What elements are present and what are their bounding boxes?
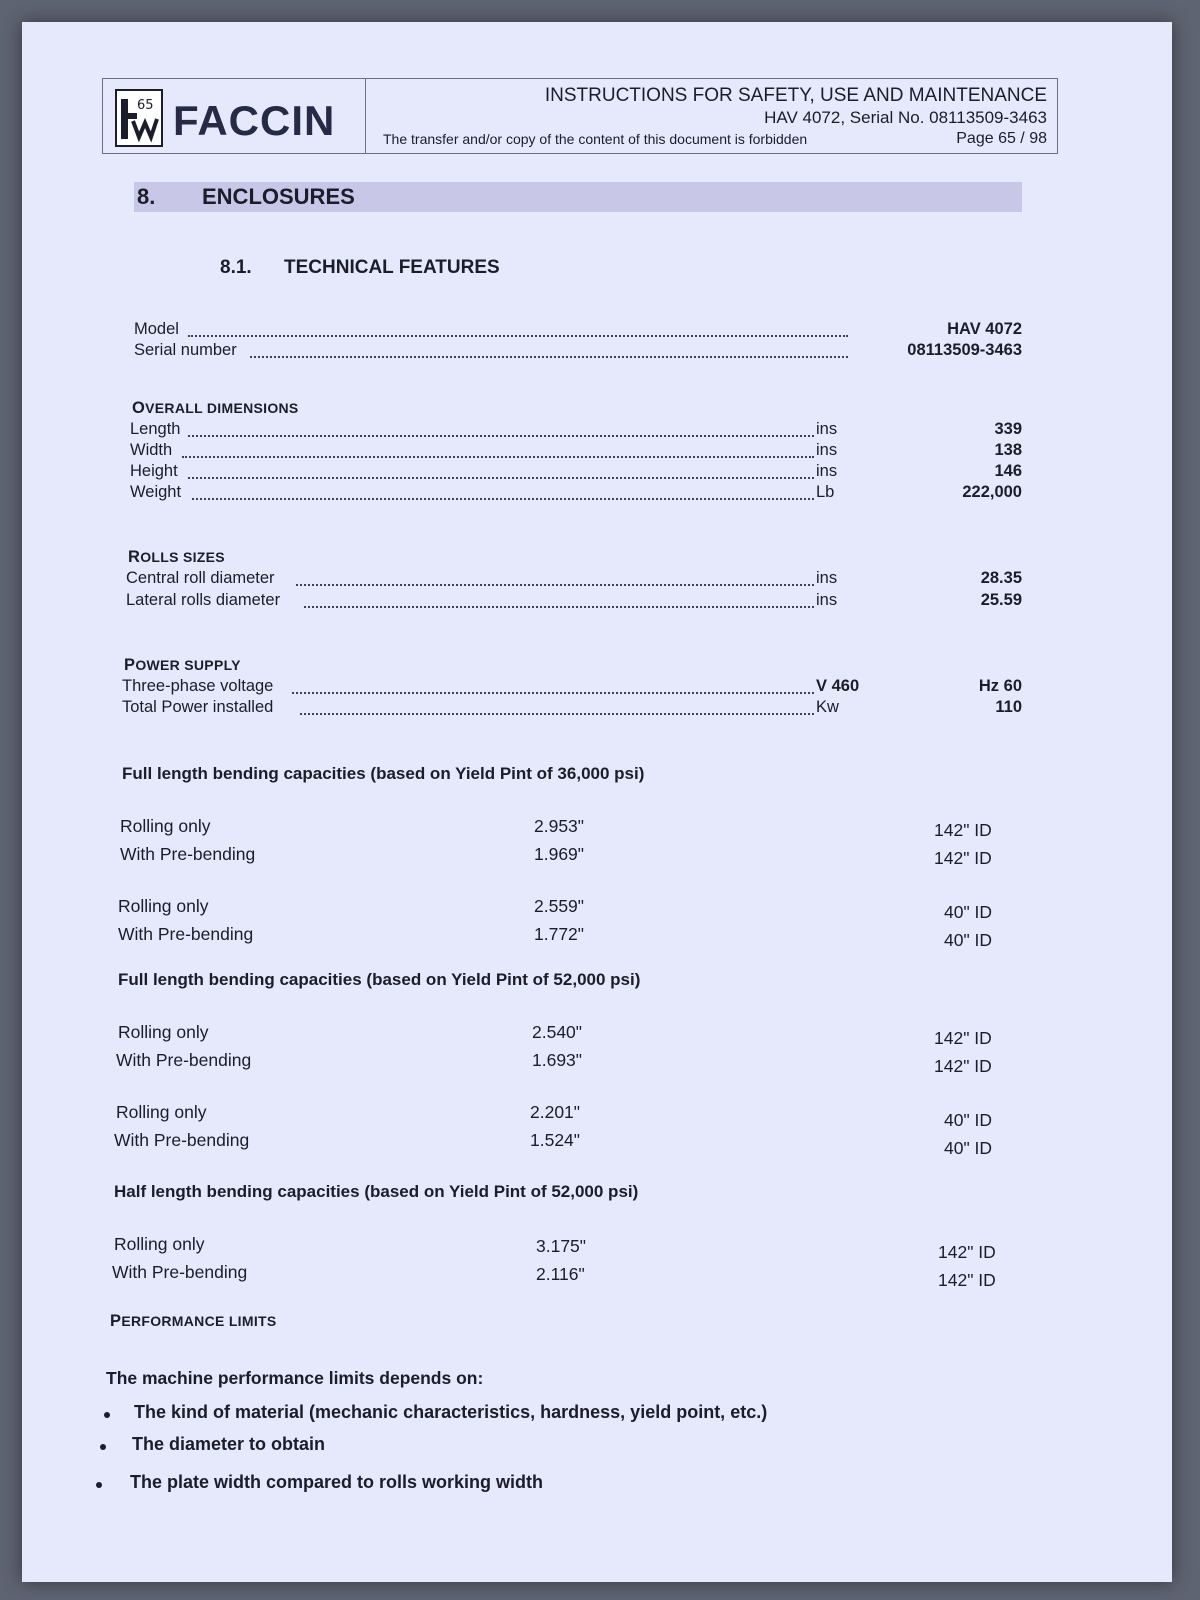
model-row [134, 320, 1022, 341]
subsection-title: TECHNICAL FEATURES [284, 257, 500, 278]
capacity-thickness: 2.201" [530, 1102, 581, 1122]
dimension-value: 146 [994, 462, 1022, 480]
capacity-thickness: 2.559" [534, 896, 585, 916]
dimension-label: Weight [130, 483, 182, 501]
dimension-unit: ins [816, 420, 838, 438]
dotted-leader [188, 477, 814, 479]
dimension-label: Height [130, 462, 178, 480]
power-value: 110 [995, 698, 1022, 716]
serial-line: HAV 4072, Serial No. 08113509-3463 [764, 108, 1047, 127]
dimension-unit: ins [816, 462, 838, 480]
roll-value: 25.59 [980, 591, 1022, 609]
serial-value: 08113509-3463 [907, 341, 1022, 359]
capacities-heading-1: Full length bending capacities (based on Yield Pint of 36,000 psi) [122, 764, 645, 783]
performance-bullet: The diameter to obtain [132, 1434, 326, 1454]
dotted-leader [192, 498, 814, 500]
voltage-value: V 460 [816, 677, 860, 695]
capacity-diameter: 142" ID [934, 820, 992, 840]
capacity-label: Rolling only [120, 816, 211, 836]
dimension-label: Width [130, 441, 173, 459]
dimension-row-weight [130, 483, 1022, 504]
dotted-leader [188, 435, 814, 437]
section-number: 8. [137, 184, 156, 209]
capacities-heading-3: Half length bending capacities (based on Yield Pint of 52,000 psi) [114, 1182, 639, 1201]
power-supply-heading: POWER SUPPLY [124, 656, 241, 674]
copy-notice: The transfer and/or copy of the content of this document is forbidden [383, 131, 808, 147]
dotted-leader [182, 456, 814, 458]
power-row-total [122, 698, 1022, 719]
capacity-thickness: 2.116" [536, 1264, 585, 1284]
bullet-dot-icon [104, 1412, 110, 1418]
serial-label: Serial number [134, 341, 237, 359]
dimension-label: Length [130, 420, 181, 438]
document-page [22, 22, 1172, 1582]
capacity-label: With Pre-bending [114, 1130, 250, 1150]
capacity-diameter: 142" ID [934, 848, 992, 868]
dimension-value: 138 [994, 441, 1022, 459]
performance-limits-heading: PERFORMANCE LIMITS [110, 1312, 277, 1330]
dimension-row-width [130, 441, 1022, 462]
serial-row [134, 341, 1022, 362]
capacity-label: With Pre-bending [112, 1262, 248, 1282]
capacity-diameter: 40" ID [944, 1138, 993, 1158]
rolls-sizes-heading: ROLLS SIZES [128, 548, 225, 566]
page-number: Page 65 / 98 [956, 130, 1047, 147]
performance-intro: The machine performance limits depends on: [106, 1368, 484, 1388]
capacity-thickness: 1.693" [532, 1050, 583, 1070]
performance-bullet: The plate width compared to rolls working width [130, 1472, 544, 1492]
power-label: Total Power installed [122, 698, 274, 716]
svg-text:65: 65 [137, 98, 154, 113]
dimension-value: 339 [994, 420, 1022, 438]
dimension-row-length [130, 420, 1022, 441]
faccin-logo-icon [115, 89, 163, 147]
capacity-diameter: 142" ID [934, 1056, 992, 1076]
power-label: Three-phase voltage [122, 677, 274, 695]
power-unit: Kw [816, 698, 839, 716]
dimension-unit: ins [816, 441, 838, 459]
roll-unit: ins [816, 591, 838, 609]
capacity-thickness: 3.175" [536, 1236, 587, 1256]
capacity-diameter: 40" ID [944, 1110, 993, 1130]
capacities-heading-2: Full length bending capacities (based on Yield Pint of 52,000 psi) [118, 970, 641, 989]
roll-label: Lateral rolls diameter [126, 591, 281, 609]
roll-row-lateral [126, 591, 1022, 612]
logo-block [103, 79, 366, 153]
capacity-label: With Pre-bending [116, 1050, 252, 1070]
model-value: HAV 4072 [947, 320, 1022, 338]
capacity-diameter: 40" ID [944, 930, 993, 950]
dimension-value: 222,000 [962, 483, 1022, 501]
dimension-unit: Lb [816, 483, 835, 501]
dotted-leader [188, 335, 848, 337]
document-header [102, 78, 1058, 154]
capacity-diameter: 142" ID [938, 1242, 996, 1262]
capacity-diameter: 142" ID [938, 1270, 996, 1290]
dotted-leader [292, 692, 814, 694]
capacity-diameter: 40" ID [944, 902, 993, 922]
capacity-thickness: 2.953" [534, 816, 585, 836]
roll-row-central [126, 569, 1022, 590]
capacity-thickness: 1.969" [534, 844, 585, 864]
dotted-leader [296, 584, 814, 586]
roll-value: 28.35 [980, 569, 1022, 587]
capacity-label: Rolling only [118, 896, 209, 916]
performance-bullet: The kind of material (mechanic characteristics, hardness, yield point, etc.) [134, 1402, 768, 1422]
bullet-dot-icon [96, 1482, 102, 1488]
power-row-voltage [122, 677, 1022, 698]
logo-wordmark: FACCIN [173, 97, 336, 144]
capacity-label: Rolling only [116, 1102, 207, 1122]
section-title: ENCLOSURES [202, 184, 355, 209]
bullet-dot-icon [100, 1444, 106, 1450]
capacity-diameter: 142" ID [934, 1028, 992, 1048]
subsection-number: 8.1. [220, 257, 252, 278]
capacity-label: Rolling only [114, 1234, 205, 1254]
capacity-label: With Pre-bending [118, 924, 254, 944]
dimension-row-height [130, 462, 1022, 483]
roll-unit: ins [816, 569, 838, 587]
frequency-value: Hz 60 [978, 677, 1022, 695]
dotted-leader [300, 713, 814, 715]
capacity-label: With Pre-bending [120, 844, 256, 864]
capacity-label: Rolling only [118, 1022, 209, 1042]
capacity-thickness: 1.772" [534, 924, 585, 944]
document-title: INSTRUCTIONS FOR SAFETY, USE AND MAINTENANCE [544, 85, 1047, 106]
roll-label: Central roll diameter [126, 569, 275, 587]
dotted-leader [304, 606, 814, 608]
capacity-thickness: 2.540" [532, 1022, 583, 1042]
dotted-leader [250, 356, 848, 358]
overall-dimensions-heading: OVERALL DIMENSIONS [132, 399, 299, 417]
capacity-thickness: 1.524" [530, 1130, 581, 1150]
model-label: Model [134, 320, 179, 338]
